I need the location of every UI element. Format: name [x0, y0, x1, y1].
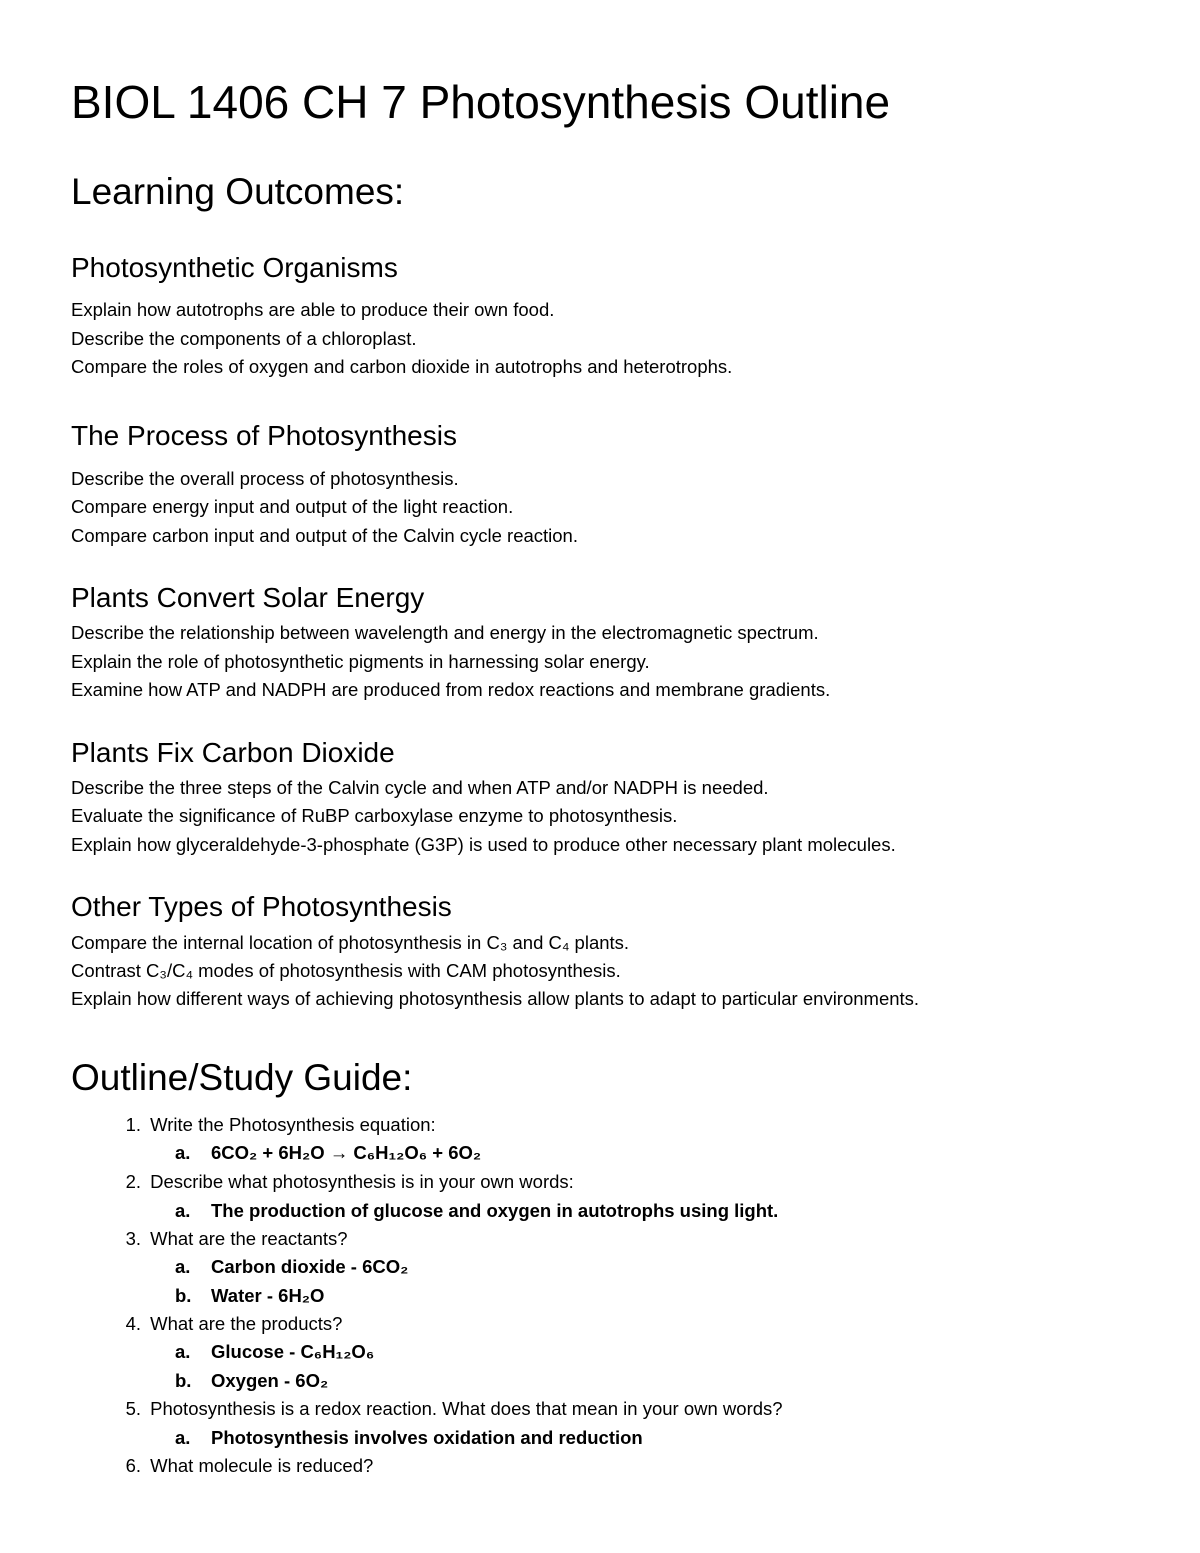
- answer-text: Water - 6H₂O: [211, 1285, 325, 1306]
- answer-item: [175, 1253, 408, 1281]
- question-item: [71, 1111, 436, 1139]
- answer-letter: b.: [175, 1285, 192, 1306]
- outcome-item: Compare energy input and output of the light reaction.: [71, 496, 514, 517]
- outcome-item: Explain how different ways of achieving photosynthesis allow plants to adapt to particular environments.: [71, 988, 920, 1009]
- answer-letter: a.: [175, 1142, 191, 1163]
- outcome-item: Describe the components of a chloroplast.: [71, 328, 417, 349]
- answer-letter: a.: [175, 1256, 191, 1277]
- answer-letter: a.: [175, 1427, 191, 1448]
- outcome-item: Explain how glyceraldehyde-3-phosphate (G3P) is used to produce other necessary plant molecules.: [71, 834, 896, 855]
- outcome-item: Contrast C₃/C₄ modes of photosynthesis with CAM photosynthesis.: [71, 960, 621, 981]
- question-number: 5.: [125, 1398, 141, 1419]
- answer-text: The production of glucose and oxygen in autotrophs using light.: [211, 1200, 779, 1221]
- outcome-item: Explain the role of photosynthetic pigments in harnessing solar energy.: [71, 651, 650, 672]
- question-number: 4.: [125, 1313, 141, 1334]
- question-item: [71, 1395, 783, 1423]
- section-heading-photosynthetic-organisms: Photosynthetic Organisms: [71, 252, 398, 283]
- question-number: 1.: [125, 1114, 141, 1135]
- answer-text: Oxygen - 6O₂: [211, 1370, 329, 1391]
- outcome-item: Describe the relationship between wavelength and energy in the electromagnetic spectrum.: [71, 622, 819, 643]
- answer-text: Photosynthesis involves oxidation and reduction: [211, 1427, 643, 1448]
- question-text: What are the products?: [150, 1313, 343, 1334]
- question-item: [71, 1225, 348, 1253]
- outcome-item: Examine how ATP and NADPH are produced from redox reactions and membrane gradients.: [71, 679, 831, 700]
- answer-item: [175, 1367, 328, 1395]
- question-item: [71, 1452, 373, 1480]
- outcome-item: Evaluate the significance of RuBP carboxylase enzyme to photosynthesis.: [71, 805, 678, 826]
- answer-item: [175, 1424, 643, 1452]
- outcome-item: Explain how autotrophs are able to produce their own food.: [71, 299, 555, 320]
- answer-text: Carbon dioxide - 6CO₂: [211, 1256, 409, 1277]
- question-number: 2.: [125, 1171, 141, 1192]
- question-text: Photosynthesis is a redox reaction. What does that mean in your own words?: [150, 1398, 783, 1419]
- answer-text: Glucose - C₆H₁₂O₆: [211, 1341, 375, 1362]
- outline-heading: Outline/Study Guide:: [71, 1057, 413, 1098]
- question-text: What molecule is reduced?: [150, 1455, 374, 1476]
- outcome-item: Compare the roles of oxygen and carbon dioxide in autotrophs and heterotrophs.: [71, 356, 733, 377]
- section-heading-plants-convert-solar-energy: Plants Convert Solar Energy: [71, 582, 425, 613]
- section-heading-other-types-of-photosynthesis: Other Types of Photosynthesis: [71, 891, 452, 922]
- answer-item: [175, 1282, 324, 1310]
- question-number: 6.: [125, 1455, 141, 1476]
- section-heading-plants-fix-carbon-dioxide: Plants Fix Carbon Dioxide: [71, 737, 395, 768]
- question-text: Write the Photosynthesis equation:: [150, 1114, 436, 1135]
- outcome-item: Compare the internal location of photosynthesis in C₃ and C₄ plants.: [71, 932, 630, 953]
- answer-letter: b.: [175, 1370, 192, 1391]
- answer-letter: a.: [175, 1200, 191, 1221]
- answer-item: [175, 1338, 374, 1366]
- question-item: [71, 1310, 342, 1338]
- question-number: 3.: [125, 1228, 141, 1249]
- question-text: Describe what photosynthesis is in your own words:: [150, 1171, 574, 1192]
- question-text: What are the reactants?: [150, 1228, 348, 1249]
- learning-outcomes-heading: Learning Outcomes:: [71, 171, 405, 212]
- answer-letter: a.: [175, 1341, 191, 1362]
- answer-item: [175, 1139, 481, 1167]
- outcome-item: Describe the three steps of the Calvin cycle and when ATP and/or NADPH is needed.: [71, 777, 769, 798]
- document-title: BIOL 1406 CH 7 Photosynthesis Outline: [71, 76, 891, 128]
- answer-item: [175, 1197, 778, 1225]
- section-heading-process-of-photosynthesis: The Process of Photosynthesis: [71, 420, 457, 451]
- question-item: [71, 1168, 574, 1196]
- outcome-item: Describe the overall process of photosynthesis.: [71, 468, 459, 489]
- outcome-item: Compare carbon input and output of the Calvin cycle reaction.: [71, 525, 578, 546]
- answer-text: 6CO₂ + 6H₂O → C₆H₁₂O₆ + 6O₂: [211, 1142, 482, 1163]
